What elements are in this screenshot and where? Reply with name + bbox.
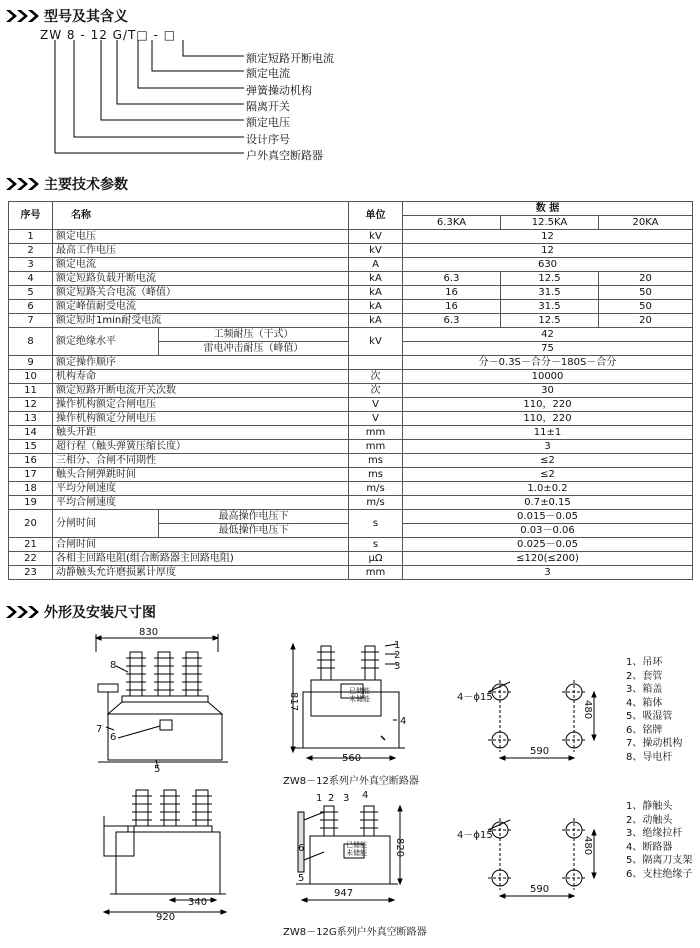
code-part: G — [112, 28, 123, 42]
row-unit: kA — [349, 272, 403, 286]
row-name: 触头合闸弹跳时间 — [53, 468, 349, 482]
row-value: 12.5 — [501, 314, 599, 328]
row-value: 3 — [403, 566, 693, 580]
header-sub: 6.3KA — [403, 216, 501, 230]
legend-item: 1、吊环 — [626, 657, 663, 668]
row-no: 3 — [9, 258, 53, 272]
legend-item: 7、操动机构 — [626, 738, 683, 749]
row-name: 额定短路关合电流（峰值） — [53, 286, 349, 300]
hole-spec: 4－ϕ15 — [457, 830, 493, 841]
row-sub-label: 工频耐压（干式） — [159, 328, 349, 342]
part-label: 7 — [96, 724, 103, 735]
meaning-item: 隔离开关 — [246, 100, 290, 113]
table-row — [9, 538, 693, 552]
row-name: 额定电压 — [53, 230, 349, 244]
header-sub: 12.5KA — [501, 216, 599, 230]
drawing-front-zw8 — [88, 622, 238, 772]
dim-947: 947 — [334, 888, 354, 899]
plate-text: 已储能 — [349, 687, 370, 695]
row-name: 额定绝缘水平 — [53, 328, 159, 356]
row-name: 额定短时1min耐受电流 — [53, 314, 349, 328]
row-value: 11±1 — [403, 426, 693, 440]
row-name: 额定电流 — [53, 258, 349, 272]
part-label: 8 — [110, 660, 117, 671]
row-value: 630 — [403, 258, 693, 272]
row-unit: ms — [349, 468, 403, 482]
table-row — [9, 272, 693, 286]
table-row — [9, 566, 693, 580]
row-no: 15 — [9, 440, 53, 454]
meaning-item: 额定电压 — [246, 116, 290, 129]
row-name: 平均分闸速度 — [53, 482, 349, 496]
code-part: - — [80, 28, 86, 42]
table-row — [9, 356, 693, 370]
row-unit: V — [349, 398, 403, 412]
table-row — [9, 384, 693, 398]
row-value: 31.5 — [501, 300, 599, 314]
table-row — [9, 552, 693, 566]
legend-item: 1、静触头 — [626, 801, 673, 812]
row-unit: V — [349, 412, 403, 426]
row-unit: 次 — [349, 384, 403, 398]
code-part: ZW — [40, 28, 63, 42]
part-label: 3 — [343, 793, 350, 804]
section-title-text: 型号及其含义 — [44, 9, 128, 25]
arrows-icon — [6, 177, 40, 191]
row-value: 6.3 — [403, 272, 501, 286]
legend-item: 8、导电杆 — [626, 751, 673, 763]
row-value: 20 — [599, 314, 693, 328]
part-label: 1 — [394, 640, 401, 651]
dim-560: 560 — [342, 753, 362, 764]
meaning-item: 弹簧操动机构 — [246, 84, 312, 97]
arrows-icon — [6, 605, 40, 619]
row-no: 22 — [9, 552, 53, 566]
row-unit: kV — [349, 230, 403, 244]
dim-817: 817 — [288, 692, 299, 712]
table-row — [9, 482, 693, 496]
table-row — [9, 398, 693, 412]
row-unit: mm — [349, 566, 403, 580]
plate-text: 未储能 — [349, 695, 370, 703]
row-value: 12.5 — [501, 272, 599, 286]
code-part: T — [128, 28, 137, 42]
row-name: 额定峰值耐受电流 — [53, 300, 349, 314]
row-no: 6 — [9, 300, 53, 314]
row-name: 分闸时间 — [53, 510, 159, 538]
row-value: 分－0.3S－合分－180S－合分 — [403, 356, 693, 370]
part-label: 4 — [362, 790, 369, 801]
legend-item: 5、吸湿管 — [626, 711, 673, 722]
row-value: ≤2 — [403, 454, 693, 468]
dim-590: 590 — [530, 884, 550, 895]
row-no: 14 — [9, 426, 53, 440]
caption-zw8: ZW8－12系列户外真空断路器 — [283, 776, 419, 787]
row-value: 0.015－0.05 — [403, 510, 693, 524]
dim-820: 820 — [394, 838, 405, 858]
row-value: 16 — [403, 300, 501, 314]
row-sub-label: 最低操作电压下 — [159, 524, 349, 538]
dim-590: 590 — [530, 746, 550, 757]
row-value: 0.7±0.15 — [403, 496, 693, 510]
meaning-item: 额定电流 — [246, 67, 290, 80]
plate-text: 未储能 — [346, 849, 367, 857]
row-unit: s — [349, 510, 403, 538]
row-sub-label: 最高操作电压下 — [159, 510, 349, 524]
row-unit: μΩ — [349, 552, 403, 566]
row-no: 9 — [9, 356, 53, 370]
row-name: 合闸时间 — [53, 538, 349, 552]
header-data: 数 据 — [403, 202, 693, 216]
row-value: 1.0±0.2 — [403, 482, 693, 496]
row-value: 50 — [599, 286, 693, 300]
row-value: ≤120(≤200) — [403, 552, 693, 566]
row-no: 4 — [9, 272, 53, 286]
row-no: 13 — [9, 412, 53, 426]
table-header-row — [9, 202, 693, 216]
header-name: 名称 — [53, 202, 349, 230]
part-label: 6 — [110, 732, 117, 743]
part-label: 2 — [394, 650, 401, 661]
part-label: 3 — [394, 661, 401, 672]
meaning-item: 额定短路开断电流 — [246, 52, 334, 65]
legend-item: 2、动触头 — [626, 814, 673, 826]
section-title-text: 主要技术参数 — [44, 177, 128, 193]
row-unit: kA — [349, 300, 403, 314]
part-label: 5 — [154, 764, 161, 775]
table-body — [9, 230, 693, 580]
row-no: 8 — [9, 328, 53, 356]
row-name: 额定短路负载开断电流 — [53, 272, 349, 286]
part-label: 1 — [316, 793, 323, 804]
part-label: 2 — [328, 793, 335, 804]
table-row — [9, 468, 693, 482]
legend-item: 4、箱体 — [626, 697, 663, 709]
row-name: 各相主回路电阻(组合断路器主回路电阻) — [53, 552, 349, 566]
row-no: 2 — [9, 244, 53, 258]
row-unit: 次 — [349, 370, 403, 384]
row-no: 21 — [9, 538, 53, 552]
dim-480: 480 — [582, 836, 593, 856]
code-part: □ — [163, 28, 177, 42]
legend-item: 6、支柱绝缘子 — [626, 868, 693, 880]
table-row — [9, 426, 693, 440]
bushings — [126, 652, 202, 696]
row-name: 动静触头允许磨损累计厚度 — [53, 566, 349, 580]
table-row — [9, 370, 693, 384]
section-title-drawings — [6, 602, 156, 622]
row-no: 16 — [9, 454, 53, 468]
table-row — [9, 230, 693, 244]
row-no: 20 — [9, 510, 53, 538]
row-no: 12 — [9, 398, 53, 412]
table-row — [9, 244, 693, 258]
row-unit: A — [349, 258, 403, 272]
part-label: 6 — [298, 843, 305, 854]
part-label: 4 — [400, 716, 407, 727]
row-name: 操作机构额定合闸电压 — [53, 398, 349, 412]
row-unit: m/s — [349, 496, 403, 510]
row-value: 110，220 — [403, 398, 693, 412]
legend-item: 3、箱盖 — [626, 684, 663, 695]
row-unit: m/s — [349, 482, 403, 496]
part-label: 5 — [298, 873, 305, 884]
drawing-front-zw8g — [96, 786, 246, 922]
code-part: 8 — [66, 28, 76, 42]
row-unit: kV — [349, 244, 403, 258]
row-no: 19 — [9, 496, 53, 510]
legend-item: 6、铭牌 — [626, 724, 663, 736]
row-name: 机构寿命 — [53, 370, 349, 384]
row-unit: ms — [349, 454, 403, 468]
code-part: - — [153, 28, 159, 42]
table-row — [9, 454, 693, 468]
row-name: 平均合闸速度 — [53, 496, 349, 510]
row-value: 50 — [599, 300, 693, 314]
row-value: 0.025－0.05 — [403, 538, 693, 552]
row-value: 12 — [403, 230, 693, 244]
row-unit: mm — [349, 440, 403, 454]
row-value: 16 — [403, 286, 501, 300]
row-value: 110，220 — [403, 412, 693, 426]
row-name: 操作机构额定分闸电压 — [53, 412, 349, 426]
dim-480: 480 — [582, 700, 593, 720]
header-unit: 单位 — [349, 202, 403, 230]
legend-item: 2、套管 — [626, 670, 663, 682]
spec-table — [8, 201, 693, 580]
row-no: 10 — [9, 370, 53, 384]
row-name: 最高工作电压 — [53, 244, 349, 258]
legend-item: 3、绝缘拉杆 — [626, 828, 683, 839]
dim-830: 830 — [139, 627, 159, 638]
header-no: 序号 — [9, 202, 53, 230]
row-no: 5 — [9, 286, 53, 300]
row-no: 23 — [9, 566, 53, 580]
row-name: 超行程（触头弹簧压缩长度） — [53, 440, 349, 454]
section-title-params — [6, 174, 128, 194]
code-part: □ — [136, 28, 149, 42]
code-part: / — [122, 28, 129, 42]
row-no: 1 — [9, 230, 53, 244]
row-value: 12 — [403, 244, 693, 258]
table-row — [9, 328, 693, 342]
legend-2 — [626, 800, 692, 881]
row-value: 31.5 — [501, 286, 599, 300]
row-value: 75 — [403, 342, 693, 356]
row-value: 30 — [403, 384, 693, 398]
table-row — [9, 412, 693, 426]
row-value: 20 — [599, 272, 693, 286]
row-name: 额定短路开断电流开关次数 — [53, 384, 349, 398]
row-value: 3 — [403, 440, 693, 454]
row-no: 11 — [9, 384, 53, 398]
row-value: 42 — [403, 328, 693, 342]
table-row — [9, 286, 693, 300]
row-unit: kA — [349, 286, 403, 300]
model-bracket-lines — [0, 0, 260, 170]
table-row — [9, 510, 693, 524]
row-value: ≤2 — [403, 468, 693, 482]
table-row — [9, 314, 693, 328]
legend-1 — [626, 656, 682, 764]
dim-340: 340 — [188, 897, 208, 908]
caption-zw8g: ZW8－12G系列户外真空断路器 — [283, 927, 427, 938]
table-row — [9, 258, 693, 272]
row-sub-label: 雷电冲击耐压（峰值） — [159, 342, 349, 356]
row-unit: kA — [349, 314, 403, 328]
table-row — [9, 496, 693, 510]
code-part: 12 — [90, 28, 108, 42]
legend-item: 5、隔离刀支架 — [626, 855, 693, 866]
hole-spec: 4－ϕ15 — [457, 692, 493, 703]
row-value: 10000 — [403, 370, 693, 384]
row-no: 18 — [9, 482, 53, 496]
table-row — [9, 440, 693, 454]
row-unit: s — [349, 538, 403, 552]
row-name: 额定操作顺序 — [53, 356, 349, 370]
row-name: 触头开距 — [53, 426, 349, 440]
row-unit — [349, 356, 403, 370]
plate-text: 已储能 — [346, 841, 367, 849]
row-unit: kV — [349, 328, 403, 356]
header-sub: 20KA — [599, 216, 693, 230]
table-row — [9, 300, 693, 314]
meaning-item: 设计序号 — [246, 133, 290, 146]
meaning-item: 户外真空断路器 — [246, 149, 323, 162]
row-value: 0.03－0.06 — [403, 524, 693, 538]
row-unit: mm — [349, 426, 403, 440]
row-no: 17 — [9, 468, 53, 482]
row-no: 7 — [9, 314, 53, 328]
row-name: 三相分、合闸不同期性 — [53, 454, 349, 468]
row-value: 6.3 — [403, 314, 501, 328]
section-title-text: 外形及安装尺寸图 — [44, 605, 156, 621]
legend-item: 4、断路器 — [626, 841, 673, 853]
dim-920: 920 — [156, 912, 176, 923]
